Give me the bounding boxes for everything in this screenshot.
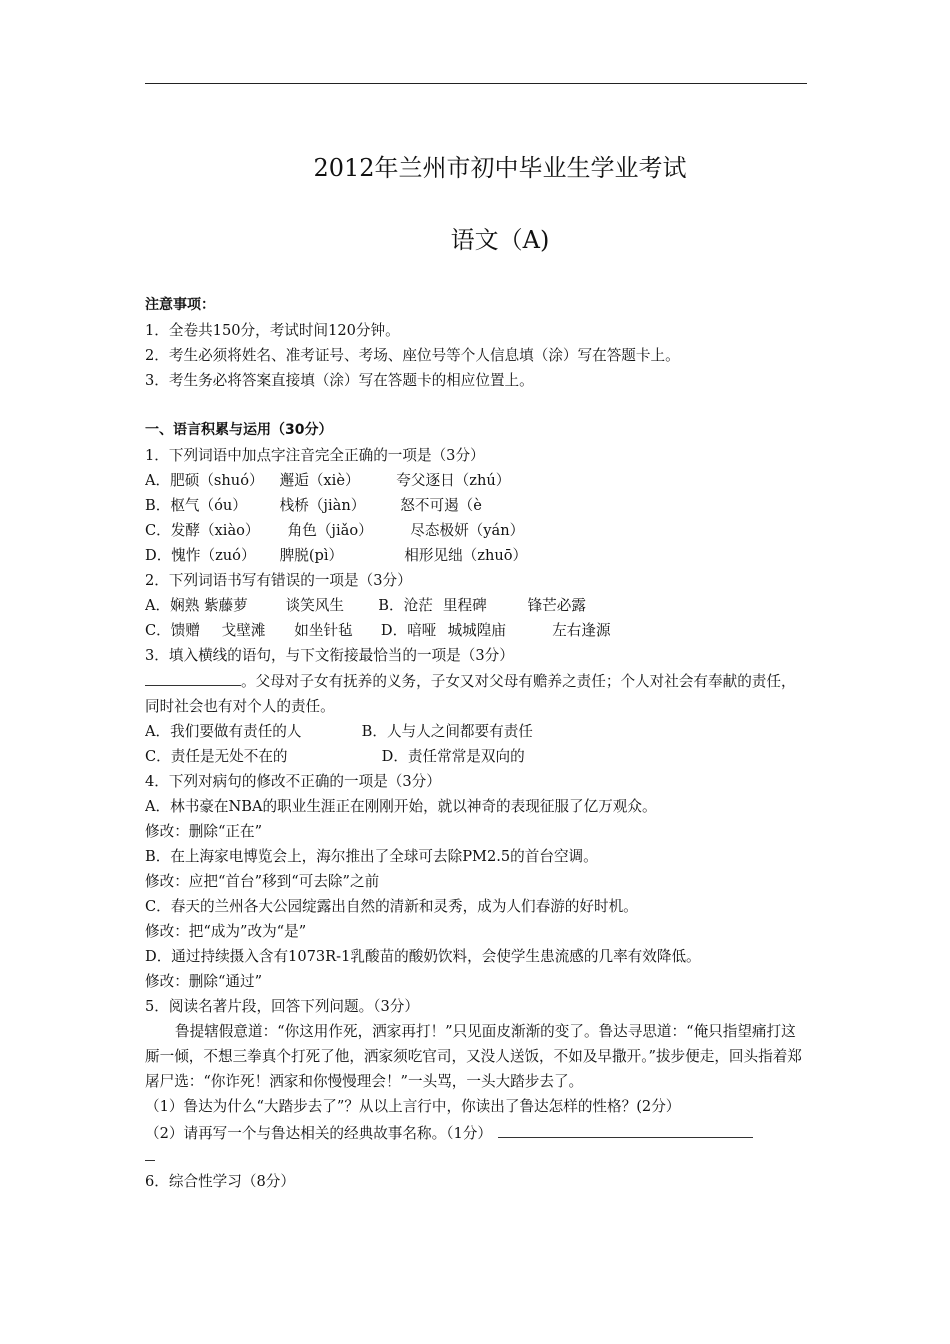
exam-title: 2012年兰州市初中毕业生学业考试 bbox=[313, 154, 687, 182]
question-stem: 1．下列词语中加点字注音完全正确的一项是（3分） bbox=[145, 447, 485, 464]
sentence-fix: 修改：应把“首台”移到“可去除”之前 bbox=[145, 873, 380, 890]
top-rule bbox=[145, 83, 807, 84]
question-stem: 5．阅读名著片段，回答下列问题。（3分） bbox=[145, 998, 419, 1015]
question-stem: 6．综合性学习（8分） bbox=[145, 1173, 295, 1190]
option-row: D．愧怍（zuó） 脾脱(pì） 相形见绌（zhuō） bbox=[145, 547, 528, 564]
reading-passage: 鲁提辖假意道：“你这用作死，洒家再打！”只见面皮渐渐的变了。鲁达寻思道：“俺只指望痛打这厮一倾，不想三拳真个打死了他，洒家须吃官司，又没人送饭，不如及早撒开。”拔步便走，回头指着郑屠尸选：“你诈死！洒家和你慢慢理会！”一头骂，一头大踏步去了。 bbox=[145, 1023, 802, 1090]
sub-question: （2）请再写一个与鲁达相关的经典故事名称。（1分） bbox=[145, 1119, 807, 1144]
option-row: A．娴熟 紫藤萝 谈笑风生 B．沧茫 里程碑 锋芒必露 bbox=[145, 597, 586, 614]
fill-blank bbox=[145, 668, 241, 686]
sentence-item: D．通过持续摄入含有1073R-1乳酸苗的酸奶饮料，会使学生患流感的几率有效降低。 bbox=[145, 948, 701, 965]
sub-question: （1）鲁达为什么“大踏步去了”？从以上言行中，你读出了鲁达怎样的性格？(2分） bbox=[145, 1098, 681, 1115]
exam-subtitle: 语文（A) bbox=[450, 226, 550, 254]
answer-line-tail bbox=[145, 1148, 155, 1161]
option-row: C．馈赠 戈壁滩 如坐针毡 D．喑哑 城城隍庙 左右逢源 bbox=[145, 622, 611, 639]
question-stem: 4．下列对病句的修改不正确的一项是（3分） bbox=[145, 773, 441, 790]
spacer bbox=[145, 393, 807, 418]
question-stem: 2．下列词语书写有错误的一项是（3分） bbox=[145, 572, 412, 589]
notice-item: 2．考生必须将姓名、准考证号、考场、座位号等个人信息填（涂）写在答题卡上。 bbox=[145, 347, 680, 364]
sentence-item: A．林书豪在NBA的职业生涯正在刚刚开始，就以神奇的表现征服了亿万观众。 bbox=[145, 798, 657, 815]
answer-line-continued bbox=[145, 1144, 807, 1169]
exam-body bbox=[145, 293, 807, 1194]
notice-heading: 注意事项： bbox=[145, 297, 215, 313]
sentence-fix: 修改：删除“通过” bbox=[145, 973, 263, 990]
option-row: A．我们要做有责任的人 B．人与人之间都要有责任 bbox=[145, 723, 533, 740]
question-stem: 3．填入横线的语句，与下文衔接最恰当的一项是（3分） bbox=[145, 647, 514, 664]
sentence-item: C．春天的兰州各大公园绽露出自然的清新和灵秀，成为人们春游的好时机。 bbox=[145, 898, 638, 915]
option-row: A．肥硕（shuó） 邂逅（xiè） 夸父逐日（zhú） bbox=[145, 472, 511, 489]
question-passage: 。父母对子女有抚养的义务，子女又对父母有赡养之责任；个人对社会有奉献的责任，同时社会也有对个人的责任。 bbox=[145, 668, 807, 719]
sentence-fix: 修改：删除“正在” bbox=[145, 823, 263, 840]
sentence-fix: 修改：把“成为”改为“是” bbox=[145, 923, 307, 940]
option-row: B．枢气（óu） 栈桥（jiàn） 怒不可遏（è bbox=[145, 497, 482, 514]
option-row: C．责任是无处不在的 D．责任常常是双向的 bbox=[145, 748, 525, 765]
option-row: C．发酵（xiào） 角色（jiǎo） 尽态极妍（yán） bbox=[145, 522, 525, 539]
notice-item: 3．考生务必将答案直接填（涂）写在答题卡的相应位置上。 bbox=[145, 372, 534, 389]
sentence-item: B．在上海家电博览会上，海尔推出了全球可去除PM2.5的首台空调。 bbox=[145, 848, 598, 865]
notice-item: 1．全卷共150分，考试时间120分钟。 bbox=[145, 322, 400, 339]
section-heading: 一、语言积累与运用（30分） bbox=[145, 422, 333, 438]
answer-line bbox=[498, 1119, 753, 1138]
